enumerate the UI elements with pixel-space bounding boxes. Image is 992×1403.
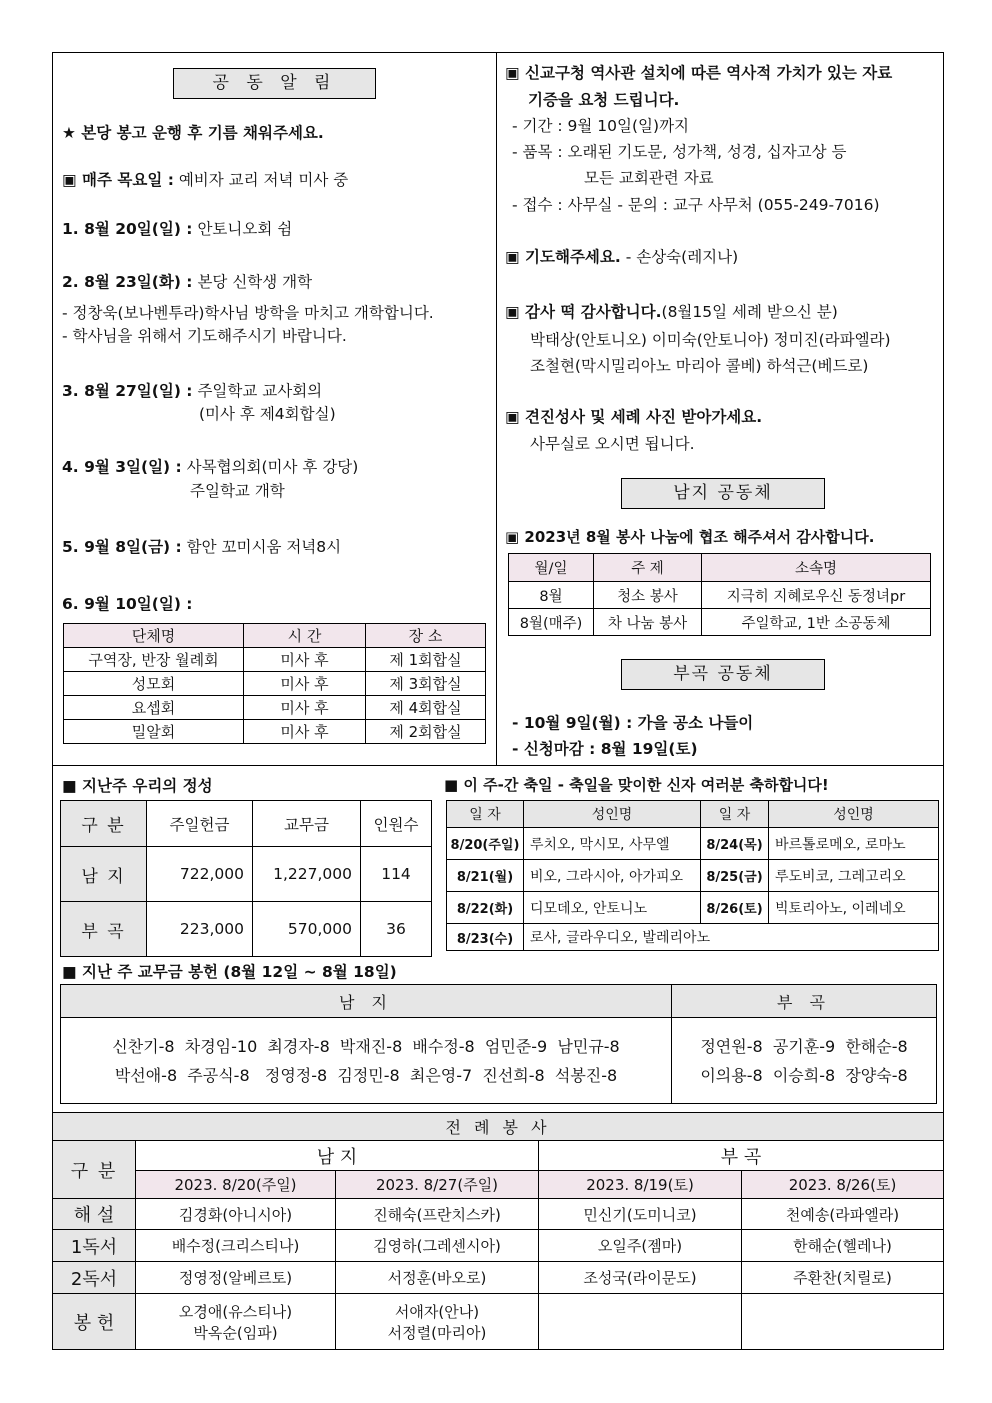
liturgy-bugok-header: 부 곡 [539, 1141, 944, 1171]
liturgy-cell: 배수정(크리스티나) [136, 1230, 336, 1262]
liturgy-cell: 천예송(라파엘라) [742, 1199, 944, 1230]
dues-table [60, 984, 937, 1104]
table-row [53, 1262, 944, 1294]
dues-bugok-list: 정연원-8 공기훈-9 한해순-8 이의용-8 이승희-8 장양숙-8 [672, 1018, 937, 1104]
meeting-cell: 제 3회합실 [366, 672, 486, 696]
photo-text: 사무실로 오시면 됩니다. [530, 435, 695, 453]
notice-item-2-sub2: - 학사님을 위해서 기도해주시기 바랍니다. [62, 327, 347, 345]
history-contact: - 접수 : 사무실 - 문의 : 교구 사무처 (055-249-7016) [512, 196, 880, 214]
bugok-line-2: - 신청마감 : 8월 19일(토) [512, 740, 698, 758]
service-header: 주 제 [594, 554, 702, 582]
notice-item-4-sub: 주일학교 개학 [190, 482, 285, 500]
service-cell: 8월 [509, 582, 594, 609]
liturgy-cell: 주환찬(치릴로) [742, 1262, 944, 1294]
liturgy-cell [742, 1294, 944, 1350]
prayer-note: ▣ 기도해주세요. - 손상숙(레지나) [505, 248, 739, 266]
service-cell: 주일학교, 1반 소공동체 [702, 609, 931, 636]
feast-saint: 디모데오, 안토니노 [524, 892, 701, 924]
table-row [447, 828, 939, 860]
liturgy-title: 전 례 봉 사 [53, 1113, 944, 1141]
liturgy-table [52, 1112, 944, 1350]
feast-header: 성인명 [524, 801, 701, 828]
notice-item-2: 2. 8월 23일(화) : 본당 신학생 개학 [62, 273, 313, 291]
dues-namji-list: 신찬기-8 차경임-10 최경자-8 박재진-8 배수정-8 엄민준-9 남민규-8 박선애-8 주공식-8 정영정-8 김정민-8 최은영-7 진선희-8 석봉진-8 [61, 1018, 672, 1104]
notice-title: 공 동 알 림 [173, 68, 376, 99]
offering-cell: 36 [361, 902, 432, 957]
bugok-line-1: - 10월 9일(월) : 가을 공소 나들이 [512, 714, 754, 732]
service-cell: 8월(매주) [509, 609, 594, 636]
feast-date: 8/24(목) [701, 828, 769, 860]
liturgy-date: 2023. 8/26(토) [742, 1171, 944, 1199]
offering-cell: 114 [361, 847, 432, 902]
liturgy-date: 2023. 8/20(주일) [136, 1171, 336, 1199]
feast-header: 성인명 [769, 801, 939, 828]
notice-item-2-sub1: - 정창욱(보나벤투라)학사님 방학을 마치고 개학합니다. [62, 304, 434, 322]
feast-date: 8/25(금) [701, 860, 769, 892]
feast-date: 8/23(수) [447, 924, 524, 951]
liturgy-cell: 한해순(헬레나) [742, 1230, 944, 1262]
feast-date: 8/21(월) [447, 860, 524, 892]
liturgy-cell: 오경애(유스티나) 박옥순(임파) [136, 1294, 336, 1350]
feast-saint: 비오, 그라시아, 아가피오 [524, 860, 701, 892]
feast-saint: 루치오, 막시모, 사무엘 [524, 828, 701, 860]
liturgy-cell: 김경화(아니시아) [136, 1199, 336, 1230]
dues-namji-header: 남 지 [61, 985, 672, 1018]
offering-header: 교무금 [253, 801, 361, 847]
meeting-table [63, 623, 486, 744]
meeting-cell: 성모회 [64, 672, 244, 696]
table-row [509, 582, 931, 609]
history-items-2: 모든 교회관련 자료 [584, 169, 714, 187]
feast-saint: 빅토리아노, 이레네오 [769, 892, 939, 924]
service-note: ▣ 2023년 8월 봉사 나눔에 협조 해주셔서 감사합니다. [505, 528, 875, 546]
liturgy-cell: 김영하(그레센시아) [336, 1230, 539, 1262]
notice-item-3: 3. 8월 27일(일) : 주일학교 교사회의 [62, 382, 323, 400]
feast-title: ■ 이 주-간 축일 - 축일을 맞이한 신자 여러분 축하합니다! [444, 776, 829, 794]
history-line-1: ▣ 신교구청 역사관 설치에 따른 역사적 가치가 있는 자료 [505, 64, 893, 82]
thanks-note: ▣ 감사 떡 감사합니다.(8월15일 세례 받으신 분) [505, 303, 838, 321]
meeting-header: 시 간 [244, 624, 366, 648]
meeting-cell: 미사 후 [244, 648, 366, 672]
notice-item-1: 1. 8월 20일(일) : 안토니오회 쉼 [62, 220, 293, 238]
liturgy-cell: 조성국(라이문도) [539, 1262, 742, 1294]
table-row [64, 696, 486, 720]
liturgy-cell: 서정훈(바오로) [336, 1262, 539, 1294]
photo-note: ▣ 견진성사 및 세례 사진 받아가세요. [505, 408, 763, 426]
meeting-cell: 구역장, 반장 월례회 [64, 648, 244, 672]
notice-item-4: 4. 9월 3일(일) : 사목협의회(미사 후 강당) [62, 458, 359, 476]
service-header: 소속명 [702, 554, 931, 582]
history-period: - 기간 : 9월 10일(일)까지 [512, 117, 690, 135]
thanks-names-1: 박태상(안토니오) 이미숙(안토니아) 정미진(라파엘라) [530, 331, 891, 349]
liturgy-cell: 오일주(젬마) [539, 1230, 742, 1262]
history-line-2: 기증을 요청 드립니다. [528, 91, 680, 109]
bugok-title: 부곡 공동체 [621, 659, 825, 690]
meeting-header: 장 소 [366, 624, 486, 648]
liturgy-cell: 서애자(안나) 서정렬(마리아) [336, 1294, 539, 1350]
thanks-names-2: 조철현(막시밀리아노 마리아 콜베) 하석근(베드로) [530, 357, 869, 375]
meeting-cell: 요셉회 [64, 696, 244, 720]
offering-cell: 570,000 [253, 902, 361, 957]
liturgy-date: 2023. 8/19(토) [539, 1171, 742, 1199]
feast-table [446, 800, 939, 951]
feast-saint: 로사, 글라우디오, 발레리아노 [524, 924, 939, 951]
feast-header: 일 자 [447, 801, 524, 828]
offering-cell: 1,227,000 [253, 847, 361, 902]
liturgy-role: 봉 헌 [53, 1294, 136, 1350]
table-row [447, 892, 939, 924]
meeting-cell: 미사 후 [244, 696, 366, 720]
table-row [447, 860, 939, 892]
notice-item-5: 5. 9월 8일(금) : 함안 꼬미시움 저녁8시 [62, 538, 342, 556]
notice-item-3-sub: (미사 후 제4회합실) [199, 405, 336, 423]
table-row [61, 847, 432, 902]
table-row [509, 609, 931, 636]
liturgy-role: 해 설 [53, 1199, 136, 1230]
offering-cell: 남 지 [61, 847, 147, 902]
feast-header: 일 자 [701, 801, 769, 828]
offering-header: 인원수 [361, 801, 432, 847]
dues-title: ■ 지난 주 교무금 봉헌 (8월 12일 ~ 8월 18일) [62, 963, 397, 981]
notice-item-6: 6. 9월 10일(일) : [62, 595, 193, 613]
meeting-cell: 제 4회합실 [366, 696, 486, 720]
feast-date: 8/26(토) [701, 892, 769, 924]
namji-title: 남지 공동체 [621, 478, 825, 509]
offering-header: 구 분 [61, 801, 147, 847]
service-header: 월/일 [509, 554, 594, 582]
feast-saint: 루도비코, 그레고리오 [769, 860, 939, 892]
offering-cell: 부 곡 [61, 902, 147, 957]
table-row [61, 902, 432, 957]
liturgy-cell: 민신기(도미니코) [539, 1199, 742, 1230]
table-row [447, 924, 939, 951]
meeting-cell: 제 2회합실 [366, 720, 486, 744]
meeting-header: 단체명 [64, 624, 244, 648]
liturgy-col-label: 구 분 [53, 1141, 136, 1199]
star-note: ★ 본당 봉고 운행 후 기름 채워주세요. [62, 124, 324, 142]
meeting-cell: 미사 후 [244, 672, 366, 696]
meeting-cell: 제 1회합실 [366, 648, 486, 672]
liturgy-role: 2독서 [53, 1262, 136, 1294]
table-row [53, 1294, 944, 1350]
table-row [53, 1230, 944, 1262]
service-cell: 차 나눔 봉사 [594, 609, 702, 636]
table-row [64, 720, 486, 744]
feast-saint: 바르톨로메오, 로마노 [769, 828, 939, 860]
offering-header: 주일헌금 [147, 801, 253, 847]
offering-cell: 223,000 [147, 902, 253, 957]
liturgy-date: 2023. 8/27(주일) [336, 1171, 539, 1199]
column-divider [496, 52, 497, 765]
section-divider [52, 765, 944, 766]
service-table [508, 553, 931, 636]
feast-date: 8/22(화) [447, 892, 524, 924]
liturgy-namji-header: 남 지 [136, 1141, 539, 1171]
liturgy-cell [539, 1294, 742, 1350]
weekly-note: ▣ 매주 목요일 : 예비자 교리 저녁 미사 중 [62, 171, 349, 189]
liturgy-cell: 정영정(알베르토) [136, 1262, 336, 1294]
table-row [64, 648, 486, 672]
offering-title: ■ 지난주 우리의 정성 [62, 777, 213, 795]
table-row [64, 672, 486, 696]
offering-cell: 722,000 [147, 847, 253, 902]
dues-bugok-header: 부 곡 [672, 985, 937, 1018]
feast-date: 8/20(주일) [447, 828, 524, 860]
service-cell: 지극히 지혜로우신 동정녀pr [702, 582, 931, 609]
liturgy-cell: 진해숙(프란치스카) [336, 1199, 539, 1230]
offering-table [60, 800, 432, 957]
table-row [53, 1199, 944, 1230]
liturgy-role: 1독서 [53, 1230, 136, 1262]
service-cell: 청소 봉사 [594, 582, 702, 609]
history-items-1: - 품목 : 오래된 기도문, 성가책, 성경, 십자고상 등 [512, 143, 847, 161]
meeting-cell: 미사 후 [244, 720, 366, 744]
meeting-cell: 밀알회 [64, 720, 244, 744]
